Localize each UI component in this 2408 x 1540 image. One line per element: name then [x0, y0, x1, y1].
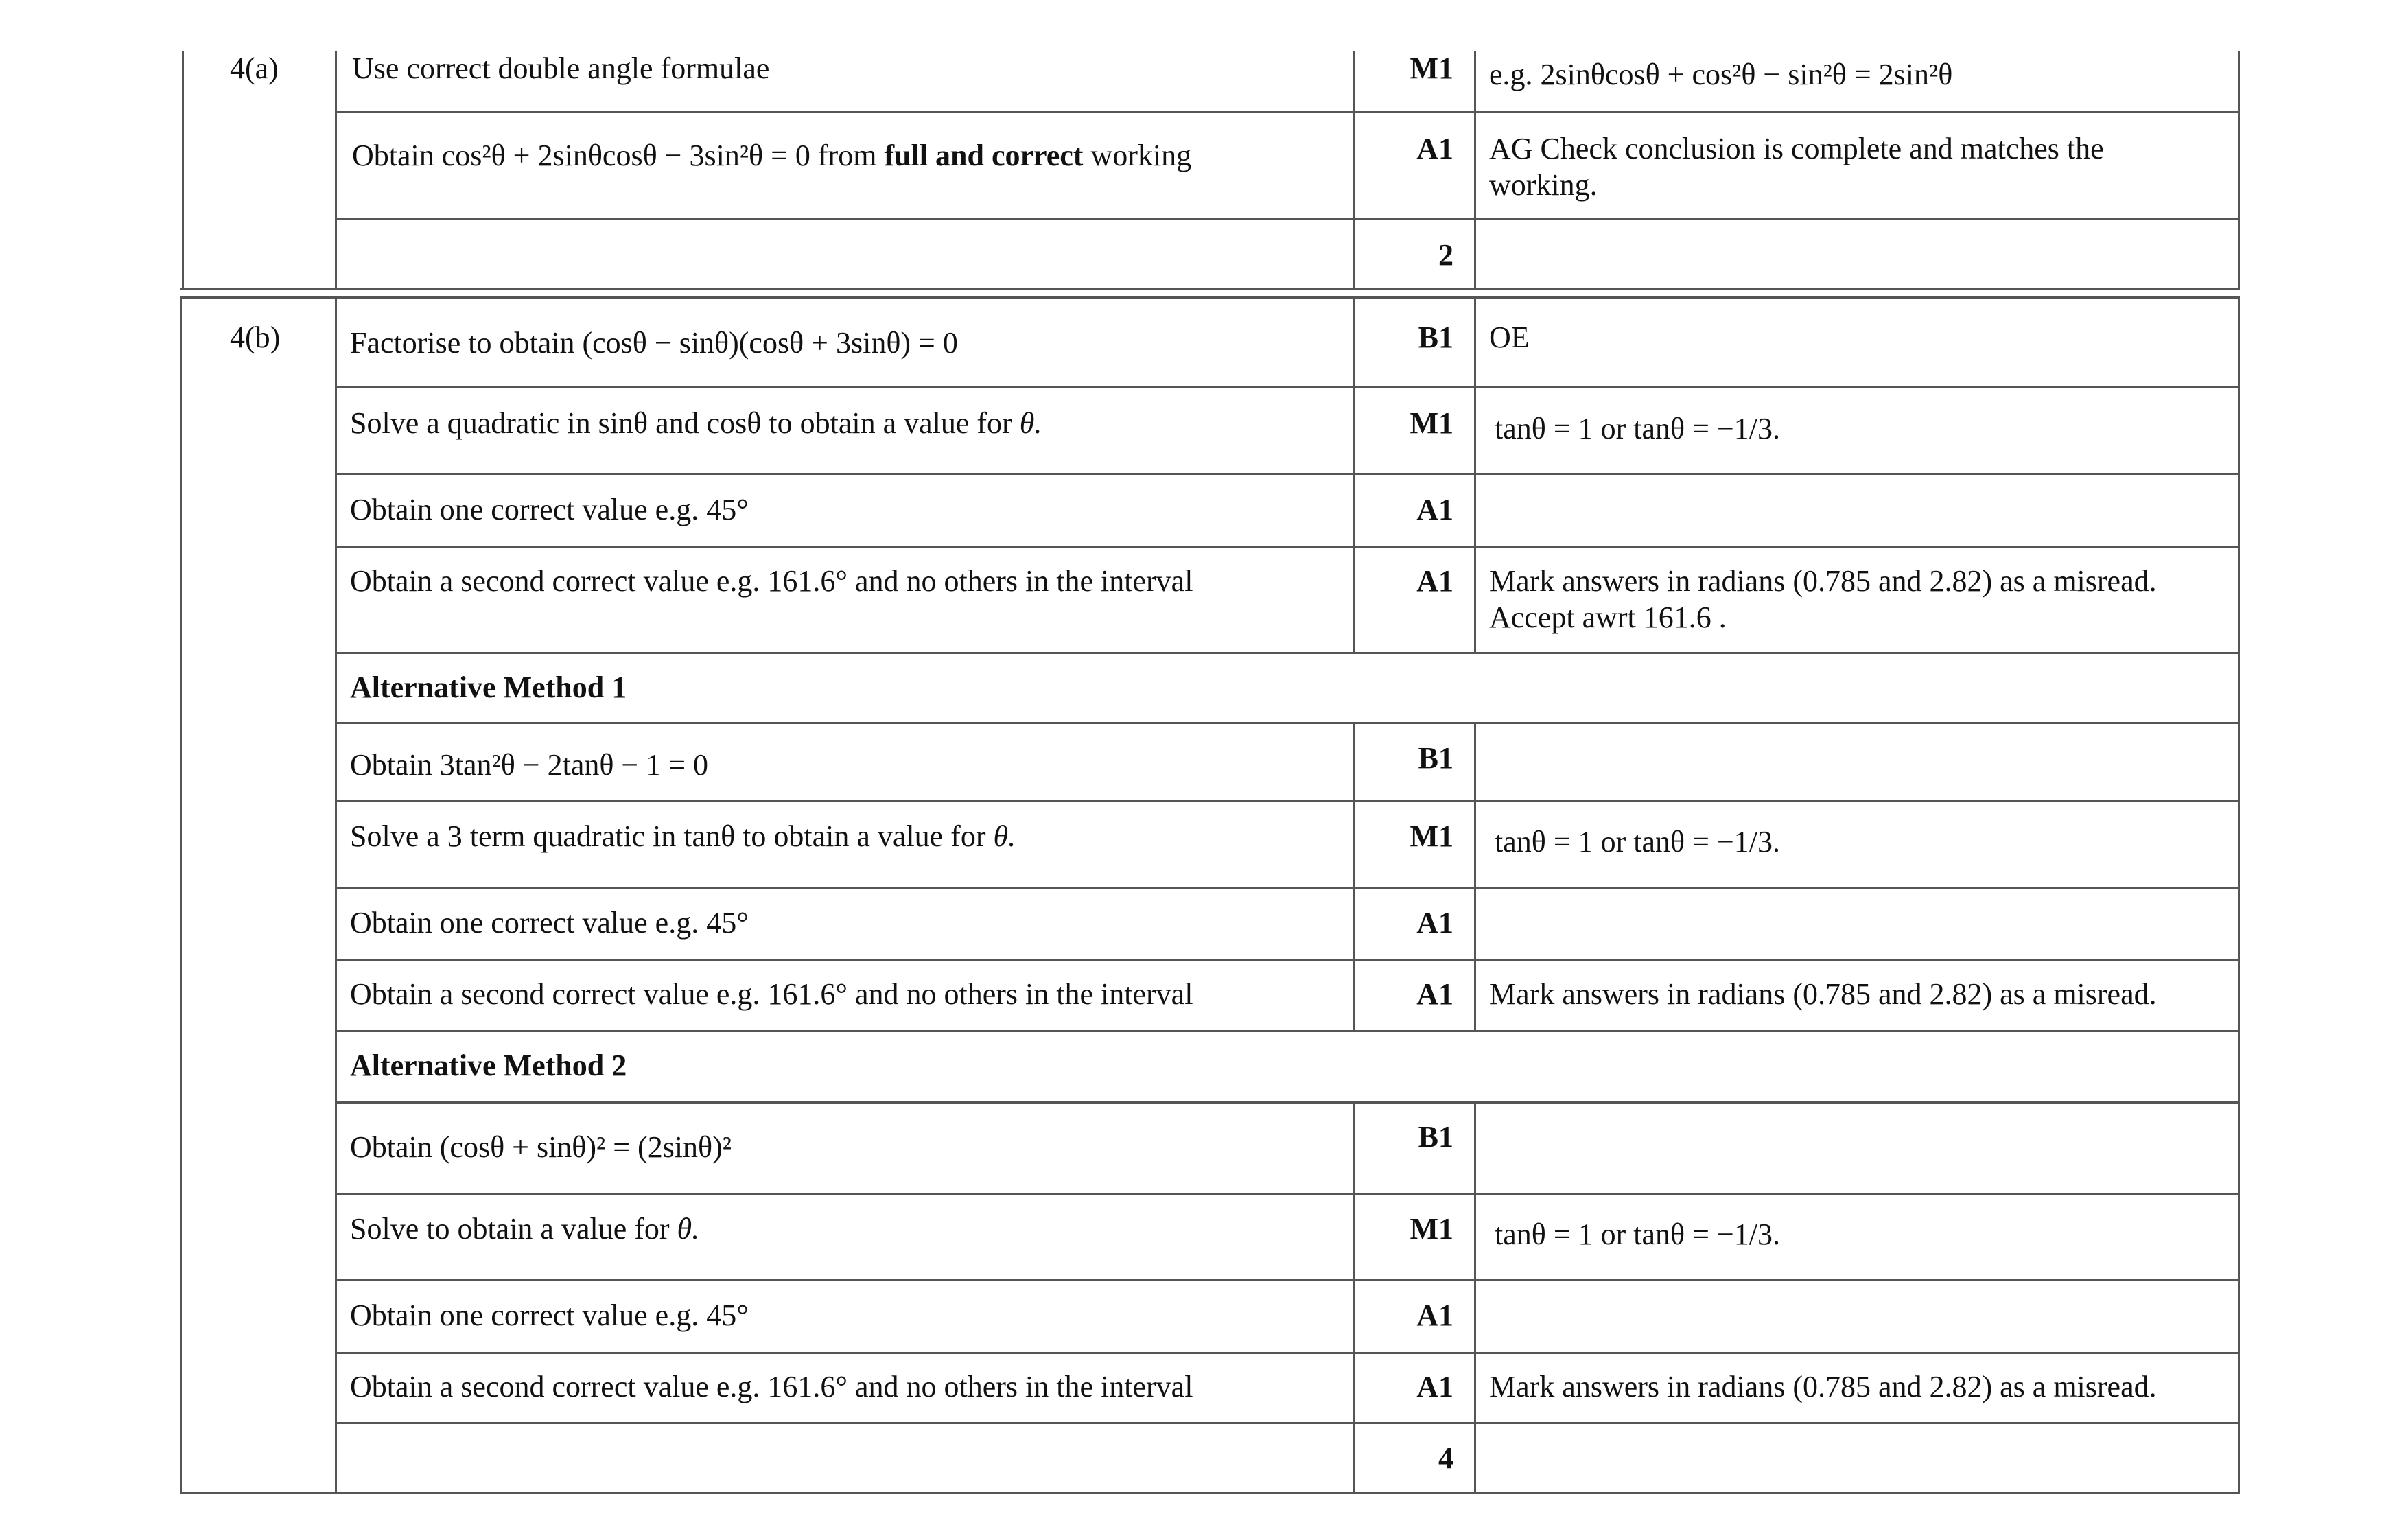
guidance-note: tanθ = 1 or tanθ = −1/3. — [1495, 1217, 1780, 1251]
grid-line — [180, 1492, 2240, 1494]
grid-line — [1474, 723, 1476, 1031]
mark-code: A1 — [1416, 132, 1453, 165]
mark-code: A1 — [1416, 1298, 1453, 1332]
grid-line — [335, 51, 337, 288]
grid-line — [335, 218, 2240, 220]
grid-line — [335, 296, 337, 1494]
step-text: Obtain one correct value e.g. 45° — [350, 906, 749, 940]
step-text: Obtain a second correct value e.g. 161.6° and no others in the interval — [350, 564, 1193, 598]
grid-line — [335, 1352, 2240, 1354]
step-text: Obtain a second correct value e.g. 161.6° and no others in the interval — [350, 1370, 1193, 1403]
guidance-note: working. — [1489, 168, 1598, 202]
grid-line — [335, 959, 2240, 961]
grid-line — [335, 546, 2240, 548]
grid-line — [335, 386, 2240, 388]
mark-code: M1 — [1410, 1212, 1453, 1246]
step-text: Solve a 3 term quadratic in tanθ to obtain a value for θ. — [350, 819, 1016, 853]
section-divider — [180, 296, 2240, 299]
mark-code: M1 — [1410, 51, 1453, 85]
grid-line — [182, 51, 184, 288]
grid-line — [335, 722, 2240, 724]
step-text: Solve to obtain a value for θ. — [350, 1212, 700, 1246]
grid-line — [1353, 723, 1355, 1031]
section-divider — [180, 288, 2240, 290]
grid-line — [335, 652, 2240, 654]
section-heading: Alternative Method 2 — [350, 1049, 627, 1082]
mark-code: A1 — [1416, 564, 1453, 598]
guidance-note: tanθ = 1 or tanθ = −1/3. — [1495, 412, 1780, 445]
grid-line — [2238, 296, 2240, 1494]
mark-code: M1 — [1410, 406, 1453, 440]
mark-code: A1 — [1416, 493, 1453, 526]
grid-line — [335, 473, 2240, 475]
step-text: Factorise to obtain (cosθ − sinθ)(cosθ + 3sinθ) = 0 — [350, 326, 958, 360]
total-marks: 4 — [1438, 1441, 1453, 1475]
step-text: Use correct double angle formulae — [352, 51, 770, 85]
guidance-note: Mark answers in radians (0.785 and 2.82) as a misread. — [1489, 1370, 2157, 1403]
grid-line — [1474, 51, 1476, 288]
step-text: Obtain (cosθ + sinθ)² = (2sinθ)² — [350, 1130, 732, 1164]
mark-code: B1 — [1418, 320, 1453, 354]
guidance-note: Accept awrt 161.6 . — [1489, 600, 1727, 634]
math-expression: cos²θ + 2sinθcosθ − 3sin²θ = 0 — [441, 139, 810, 172]
grid-line — [335, 1279, 2240, 1281]
grid-line — [335, 1422, 2240, 1424]
grid-line — [335, 1193, 2240, 1195]
grid-line — [1474, 296, 1476, 653]
total-marks: 2 — [1438, 238, 1453, 272]
question-label: 4(a) — [230, 51, 279, 85]
math-expression: (cosθ + sinθ)² = (2sinθ)² — [439, 1130, 732, 1164]
mark-code: A1 — [1416, 906, 1453, 940]
guidance-note: OE — [1489, 320, 1530, 354]
step-text: Obtain cos²θ + 2sinθcosθ − 3sin²θ = 0 from full and correct working — [352, 139, 1192, 172]
mark-code: M1 — [1410, 819, 1453, 853]
math-expression: (cosθ − sinθ)(cosθ + 3sinθ) = 0 — [582, 326, 958, 360]
step-text: Solve a quadratic in sinθ and cosθ to obtain a value for θ. — [350, 406, 1042, 440]
grid-line — [335, 1030, 2240, 1032]
guidance-note: Mark answers in radians (0.785 and 2.82) as a misread. — [1489, 564, 2157, 598]
grid-line — [335, 800, 2240, 802]
grid-line — [335, 1101, 2240, 1104]
guidance-note: Mark answers in radians (0.785 and 2.82) as a misread. — [1489, 977, 2157, 1011]
grid-line — [1353, 51, 1355, 288]
grid-line — [335, 111, 2240, 113]
step-text: Obtain one correct value e.g. 45° — [350, 1298, 749, 1332]
step-text: Obtain one correct value e.g. 45° — [350, 493, 749, 526]
mark-code: B1 — [1418, 1120, 1453, 1154]
guidance-note: AG Check conclusion is complete and matches the — [1489, 132, 2104, 165]
question-label: 4(b) — [230, 320, 281, 354]
grid-line — [1474, 1102, 1476, 1494]
grid-line — [1353, 1102, 1355, 1494]
step-text: Obtain a second correct value e.g. 161.6° and no others in the interval — [350, 977, 1193, 1011]
grid-line — [180, 296, 182, 1494]
mark-code: A1 — [1416, 1370, 1453, 1403]
grid-line — [335, 887, 2240, 889]
math-expression: 3tan²θ − 2tanθ − 1 = 0 — [439, 748, 709, 782]
mark-code: B1 — [1418, 741, 1453, 775]
grid-line — [1353, 296, 1355, 653]
grid-line — [2238, 51, 2240, 288]
section-heading: Alternative Method 1 — [350, 670, 627, 704]
guidance-note: e.g. 2sinθcosθ + cos²θ − sin²θ = 2sin²θ — [1489, 58, 1953, 91]
mark-code: A1 — [1416, 977, 1453, 1011]
guidance-note: tanθ = 1 or tanθ = −1/3. — [1495, 825, 1780, 859]
step-text: Obtain 3tan²θ − 2tanθ − 1 = 0 — [350, 748, 709, 782]
